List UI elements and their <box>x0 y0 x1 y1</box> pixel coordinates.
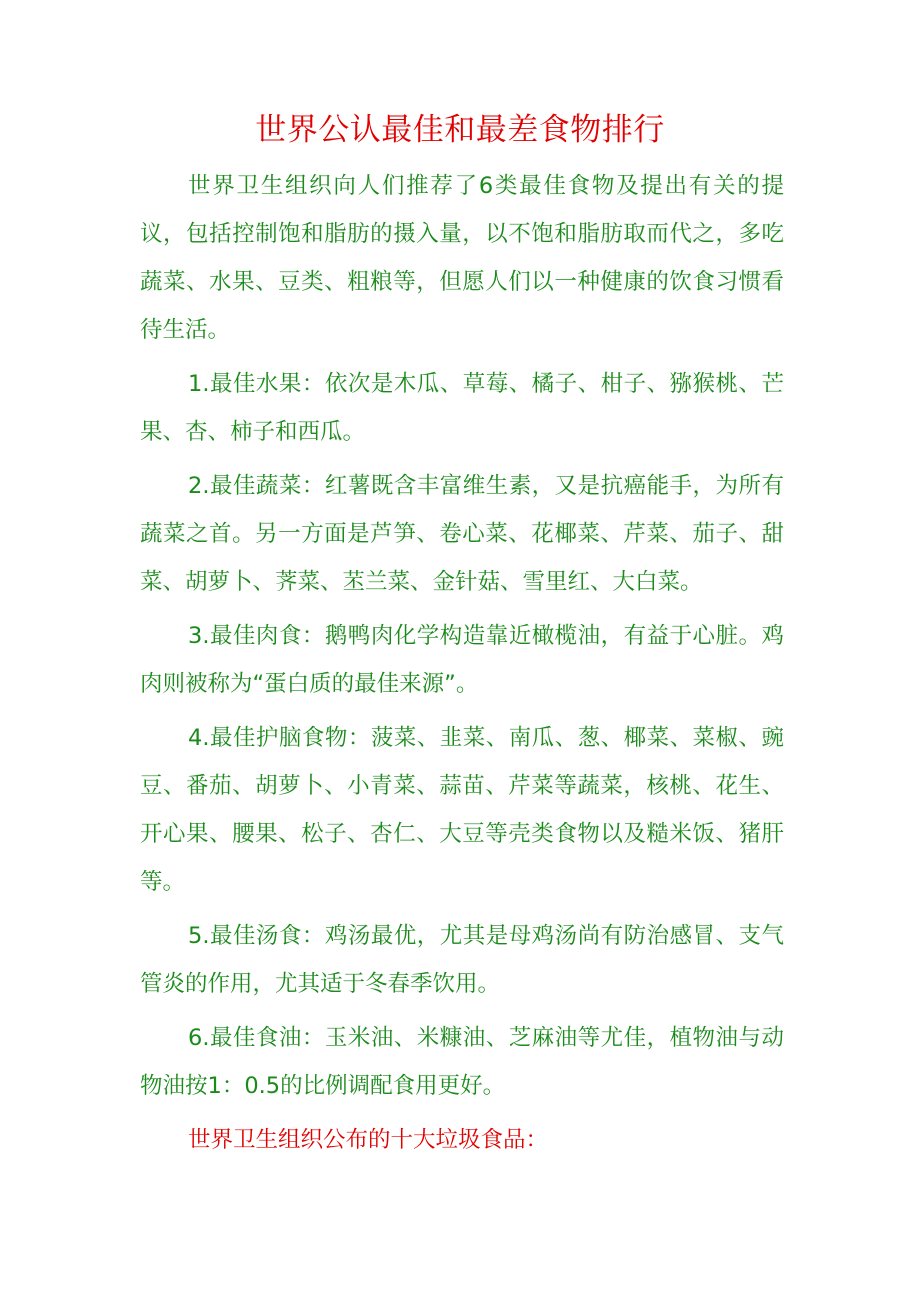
best-oil-paragraph: 6.最佳食油：玉米油、米糠油、芝麻油等尤佳，植物油与动物油按1：0.5的比例调配食用更好。 <box>140 1025 784 1099</box>
document-body <box>140 162 784 1170</box>
intro-paragraph: 世界卫生组织向人们推荐了6类最佳食物及提出有关的提议，包括控制饱和脂肪的摄入量，以不饱和脂肪取而代之，多吃蔬菜、水果、豆类、粗粮等，但愿人们以一种健康的饮食习惯看待生活。 <box>140 173 784 343</box>
best-vegetable-paragraph: 2.最佳蔬菜：红薯既含丰富维生素，又是抗癌能手，为所有蔬菜之首。另一方面是芦笋、卷心菜、花椰菜、芹菜、茄子、甜菜、胡萝卜、荠菜、苤兰菜、金针菇、雪里红、大白菜。 <box>140 473 784 595</box>
document-title: 世界公认最佳和最差食物排行 <box>255 112 665 148</box>
best-fruit-paragraph: 1.最佳水果：依次是木瓜、草莓、橘子、柑子、猕猴桃、芒果、杏、柿子和西瓜。 <box>140 371 784 445</box>
best-soup-paragraph: 5.最佳汤食：鸡汤最优，尤其是母鸡汤尚有防治感冒、支气管炎的作用，尤其适于冬春季饮用。 <box>140 923 784 997</box>
best-meat-paragraph: 3.最佳肉食：鹅鸭肉化学构造靠近橄榄油，有益于心脏。鸡肉则被称为“蛋白质的最佳来源”。 <box>140 623 784 697</box>
junk-food-heading: 世界卫生组织公布的十大垃圾食品： <box>188 1127 549 1153</box>
best-brain-food-paragraph: 4.最佳护脑食物：菠菜、韭菜、南瓜、葱、椰菜、菜椒、豌豆、番茄、胡萝卜、小青菜、蒜苗、芹菜等蔬菜，核桃、花生、开心果、腰果、松子、杏仁、大豆等壳类食物以及糙米饭、猪肝等。 <box>140 725 784 895</box>
